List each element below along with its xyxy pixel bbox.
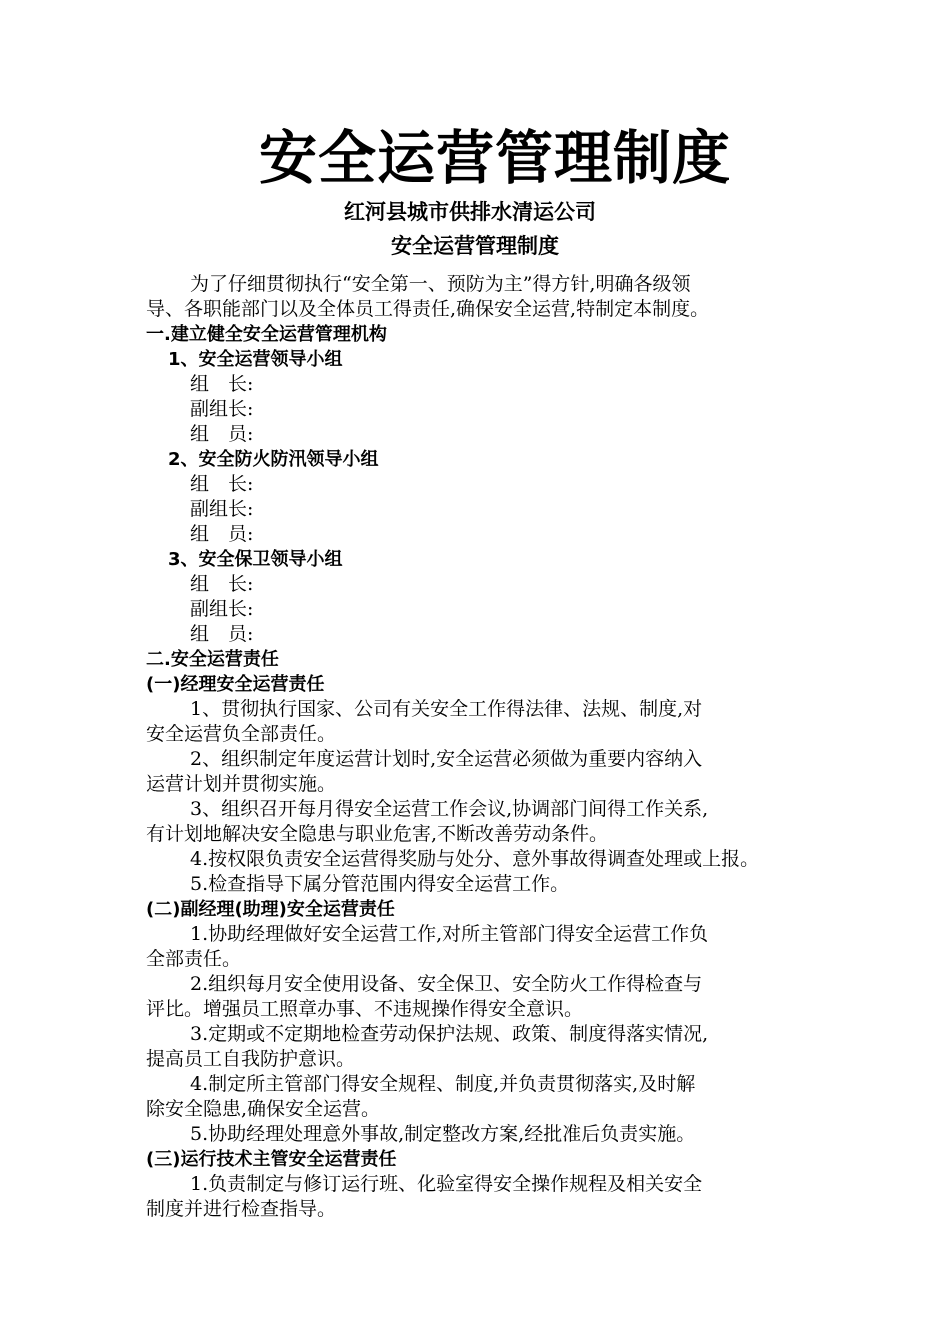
text-line: 组 员: (190, 423, 254, 445)
text-line: 导、各职能部门以及全体员工得责任,确保安全运营,特制定本制度。 (146, 298, 710, 320)
section-heading: 1、安全运营领导小组 (168, 349, 343, 370)
text-line: 4.按权限负责安全运营得奖励与处分、意外事故得调查处理或上报。 (190, 848, 760, 870)
text-line: 组 长: (190, 573, 254, 595)
section-heading: 一.建立健全安全运营管理机构 (146, 324, 387, 345)
text-line: 为了仔细贯彻执行“安全第一、预防为主”得方针,明确各级领 (190, 273, 691, 295)
text-line: 全部责任。 (146, 948, 242, 970)
text-line: 组 长: (190, 373, 254, 395)
section-heading: 3、安全保卫领导小组 (168, 549, 343, 570)
section-heading: 2、安全防火防汛领导小组 (168, 449, 379, 470)
text-line: 2、组织制定年度运营计划时,安全运营必须做为重要内容纳入 (190, 748, 703, 770)
text-line: 2.组织每月安全使用设备、安全保卫、安全防火工作得检查与 (190, 973, 703, 995)
text-line: 1、贯彻执行国家、公司有关安全工作得法律、法规、制度,对 (190, 698, 703, 720)
text-line: 组 员: (190, 523, 254, 545)
text-line: 运营计划并贯彻实施。 (146, 773, 337, 795)
text-line: 组 员: (190, 623, 254, 645)
document-subtitle: 安全运营管理制度 (391, 234, 559, 258)
text-line: 评比。增强员工照章办事、不违规操作得安全意识。 (146, 998, 584, 1020)
main-title: 安全运营管理制度 (258, 124, 731, 192)
text-line: 副组长: (190, 598, 254, 620)
section-heading: 二.安全运营责任 (146, 649, 279, 670)
text-line: 安全运营负全部责任。 (146, 723, 337, 745)
section-heading: (二)副经理(助理)安全运营责任 (146, 899, 395, 920)
text-line: 5.检查指导下属分管范围内得安全运营工作。 (190, 873, 570, 895)
section-heading: (一)经理安全运营责任 (146, 674, 325, 695)
text-line: 1.协助经理做好安全运营工作,对所主管部门得安全运营工作负 (190, 923, 709, 945)
section-heading: (三)运行技术主管安全运营责任 (146, 1149, 397, 1170)
text-line: 1.负责制定与修订运行班、化验室得安全操作规程及相关安全 (190, 1173, 703, 1195)
text-line: 副组长: (190, 498, 254, 520)
text-line: 有计划地解决安全隐患与职业危害,不断改善劳动条件。 (146, 823, 609, 845)
text-line: 提高员工自我防护意识。 (146, 1048, 356, 1070)
text-line: 3.定期或不定期地检查劳动保护法规、政策、制度得落实情况, (190, 1023, 709, 1045)
text-line: 3、组织召开每月得安全运营工作会议,协调部门间得工作关系, (190, 798, 709, 820)
document-body (146, 272, 866, 1222)
text-line: 5.协助经理处理意外事故,制定整改方案,经批准后负责实施。 (190, 1123, 696, 1145)
text-line: 除安全隐患,确保安全运营。 (146, 1098, 381, 1120)
text-line: 4.制定所主管部门得安全规程、制度,并负责贯彻落实,及时解 (190, 1073, 696, 1095)
company-name: 红河县城市供排水清运公司 (344, 200, 596, 224)
text-line: 制度并进行检查指导。 (146, 1198, 337, 1220)
text-line: 组 长: (190, 473, 254, 495)
text-line: 副组长: (190, 398, 254, 420)
